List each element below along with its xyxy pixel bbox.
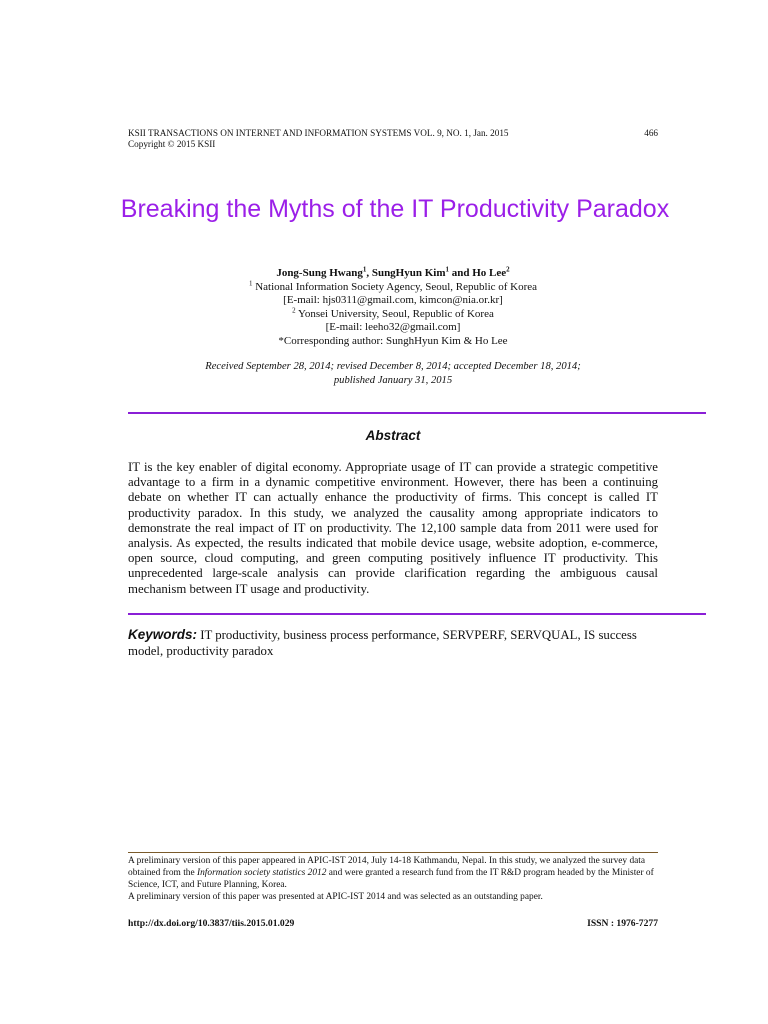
footnote-paragraph-2: A preliminary version of this paper was presented at APIC-IST 2014 and was selected as an outstanding paper.	[128, 892, 543, 902]
paper-title: Breaking the Myths of the IT Productivity Paradox	[120, 195, 670, 223]
copyright: Copyright © 2015 KSII	[128, 139, 216, 149]
affiliation-1-text: National Information Society Agency, Seoul, Republic of Korea	[252, 280, 538, 293]
page-number: 466	[644, 128, 658, 138]
doi-link[interactable]: http://dx.doi.org/10.3837/tiis.2015.01.029	[128, 918, 295, 929]
journal-name: KSII TRANSACTIONS ON INTERNET AND INFORMATION SYSTEMS VOL. 9, NO. 1, Jan. 2015	[128, 128, 509, 138]
divider-top	[128, 412, 706, 414]
divider-bottom	[128, 613, 706, 615]
footnote-italic-title: Information society statistics 2012	[197, 868, 327, 878]
affiliation-1	[128, 278, 658, 295]
footnote	[128, 855, 660, 903]
affiliation-2-text: Yonsei University, Seoul, Republic of Korea	[295, 307, 494, 320]
keywords-text: IT productivity, business process performance, SERVPERF, SERVQUAL, IS success model, productivity paradox	[128, 628, 637, 658]
author-separator: ,	[366, 267, 372, 279]
dates-line-1: Received September 28, 2014; revised December 8, 2014; accepted December 18, 2014;	[205, 361, 581, 372]
affiliation-2	[128, 305, 658, 322]
author-separator: and	[449, 267, 473, 279]
author-2-sup: 1	[445, 265, 449, 274]
author-2: SungHyun Kim	[371, 267, 446, 279]
footnote-text: A preliminary version of this paper appeared in APIC-IST 2014, July 14-18 Kathmandu, Nepal. In this study, we analyzed the survey data obtained from the	[128, 856, 646, 878]
email-2: [E-mail: leeho32@gmail.com]	[325, 321, 461, 333]
footnote-paragraph-1	[128, 855, 660, 891]
affiliation-1-sup: 1	[248, 278, 253, 287]
author-1-sup: 1	[362, 265, 367, 274]
dates-line-2: published January 31, 2015	[333, 374, 453, 386]
keywords-label: Keywords:	[128, 627, 198, 642]
email-1: [E-mail: hjs0311@gmail.com, kimcon@nia.or.kr]	[283, 294, 503, 306]
author-1: Jong-Sung Hwang	[276, 267, 363, 279]
affiliation-2-sup: 2	[292, 305, 296, 314]
author-3-sup: 2	[506, 265, 510, 274]
abstract-heading: Abstract	[365, 428, 421, 443]
footnote-divider	[128, 852, 658, 853]
author-block	[128, 267, 658, 348]
author-3: Ho Lee	[472, 267, 507, 279]
author-names	[128, 267, 658, 281]
issn: ISSN : 1976-7277	[587, 918, 658, 929]
corresponding-author: *Corresponding author: SunghHyun Kim & Ho Lee	[278, 334, 508, 347]
keywords	[128, 627, 658, 659]
abstract-text: IT is the key enabler of digital economy. Appropriate usage of IT can provide a strategic competitive advantage to a firm in a dynamic competitive environment. However, there has been a continuing debate on whether IT can actually enhance the productivity of firms. This concept is called IT productivity paradox. In this study, we analyzed the causality among appropriate indicators to demonstrate the real impact of IT on productivity. The 12,100 sample data from 2011 were used for analysis. As expected, the results indicated that mobile device usage, website adoption, e-commerce, open source, cloud computing, and green computing positively influence IT productivity. This unprecedented large-scale analysis can provide clarification regarding the ambiguous causal mechanism between IT usage and productivity.	[128, 460, 658, 596]
footnote-text-cont: and were granted a research fund from the IT R&D program headed by the Minister of Science, ICT, and Future Planning, Korea.	[128, 868, 654, 890]
submission-dates	[128, 360, 658, 387]
running-header	[128, 128, 658, 150]
